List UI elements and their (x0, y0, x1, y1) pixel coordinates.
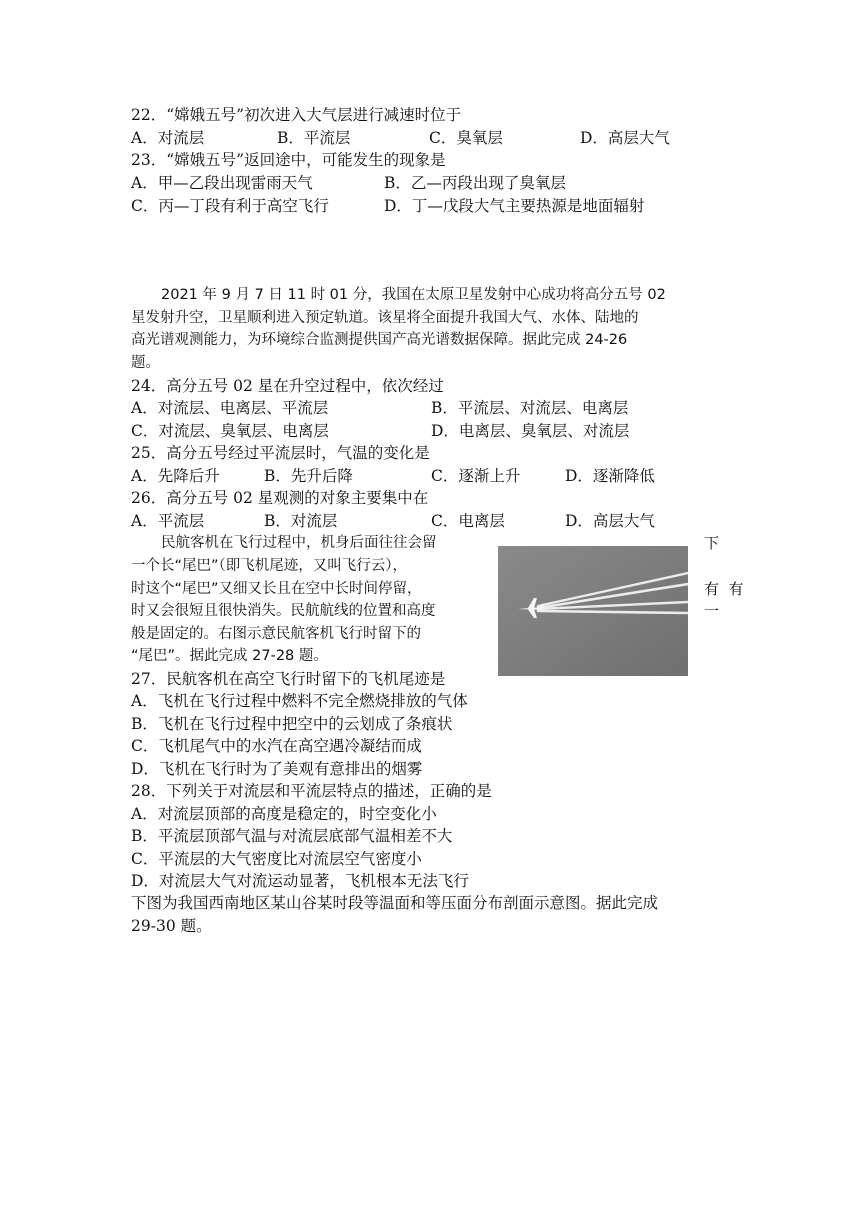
question-27-option-b: B．飞机在飞行过程中把空中的云划成了条痕状 (131, 715, 453, 733)
option-b: B．对流层 (264, 512, 338, 530)
question-22-options (131, 127, 731, 149)
question-24-options-row2 (131, 420, 731, 442)
question-23-options-row1 (131, 172, 731, 194)
option-c: C．丙—丁段有利于高空飞行 (131, 197, 329, 215)
question-28-option-c: C．平流层的大气密度比对流层空气密度小 (131, 850, 422, 868)
contrail-passage-line-1: 民航客机在飞行过程中，机身后面往往会留 (161, 535, 437, 551)
contrail-side-char-2: 有 有 (704, 580, 744, 598)
option-c: C．逐渐上升 (431, 467, 521, 485)
question-23-options-row2 (131, 195, 731, 217)
satellite-passage-line-3: 高光谱观测能力，为环境综合监测提供国产高光谱数据保障。据此完成 24-26 (131, 332, 628, 348)
question-27-option-a: A．飞机在飞行过程中燃料不完全燃烧排放的气体 (131, 692, 468, 710)
question-26-stem: 26．高分五号 02 星观测的对象主要集中在 (131, 489, 429, 507)
question-24-options-row1 (131, 397, 731, 419)
contrail-side-char-3: 一 (704, 602, 720, 620)
question-23-stem: 23．“嫦娥五号”返回途中，可能发生的现象是 (131, 151, 446, 169)
option-a: A．先降后升 (131, 467, 220, 485)
question-28-option-a: A．对流层顶部的高度是稳定的，时空变化小 (131, 805, 437, 823)
question-26-options (131, 510, 731, 532)
option-a: A．对流层、电离层、平流层 (131, 399, 329, 417)
question-27-option-d: D．飞机在飞行时为了美观有意排出的烟雾 (131, 760, 423, 778)
option-c: C．臭氧层 (429, 129, 503, 147)
question-27-option-c: C．飞机尾气中的水汽在高空遇冷凝结而成 (131, 737, 422, 755)
option-b: B．平流层 (277, 129, 351, 147)
option-a: A．甲—乙段出现雷雨天气 (131, 174, 313, 192)
option-a: A．平流层 (131, 512, 205, 530)
satellite-passage-line-1: 2021 年 9 月 7 日 11 时 01 分，我国在太原卫星发射中心成功将高分五号 02 (161, 287, 666, 303)
contrail-passage-line-3: 时这个“尾巴”又细又长且在空中长时间停留， (131, 581, 422, 597)
option-b: B．乙—丙段出现了臭氧层 (384, 174, 566, 192)
question-27-stem: 27．民航客机在高空飞行时留下的飞机尾迹是 (131, 670, 446, 688)
option-b: B．平流层、对流层、电离层 (431, 399, 629, 417)
valley-passage-line-1: 下图为我国西南地区某山谷某时段等温面和等压面分布剖面示意图。据此完成 (131, 894, 659, 912)
satellite-passage-line-4: 题。 (131, 355, 160, 371)
contrail-passage-line-4: 时又会很短且很快消失。民航航线的位置和高度 (131, 603, 436, 619)
option-c: C．电离层 (431, 512, 505, 530)
question-28-option-d: D．对流层大气对流运动显著，飞机根本无法飞行 (131, 872, 469, 890)
contrail-side-char-1: 下 (704, 534, 720, 552)
option-a: A．对流层 (131, 129, 205, 147)
question-24-stem: 24．高分五号 02 星在升空过程中，依次经过 (131, 377, 444, 395)
valley-passage-line-2: 29-30 题。 (131, 917, 212, 935)
option-d: D．电离层、臭氧层、对流层 (431, 422, 630, 440)
question-22-stem: 22．“嫦娥五号”初次进入大气层进行减速时位于 (131, 106, 462, 124)
contrail-passage-line-5: 般是固定的。右图示意民航客机飞行时留下的 (131, 626, 421, 642)
option-d: D．丁—戊段大气主要热源是地面辐射 (384, 197, 645, 215)
option-d: D．高层大气 (565, 512, 655, 530)
option-b: B．先升后降 (264, 467, 353, 485)
contrail-passage-line-2: 一个长“尾巴”（即飞机尾迹，又叫飞行云）， (131, 558, 408, 574)
option-d: D．高层大气 (580, 129, 670, 147)
contrail-passage-line-6: “尾巴”。据此完成 27-28 题。 (131, 648, 328, 664)
option-d: D．逐渐降低 (565, 467, 655, 485)
option-c: C．对流层、臭氧层、电离层 (131, 422, 329, 440)
question-25-options (131, 465, 731, 487)
question-28-stem: 28．下列关于对流层和平流层特点的描述，正确的是 (131, 782, 492, 800)
satellite-passage-line-2: 星发射升空，卫星顺利进入预定轨道。该星将全面提升我国大气、水体、陆地的 (131, 310, 639, 326)
question-25-stem: 25．高分五号经过平流层时，气温的变化是 (131, 444, 430, 462)
airplane-contrail-photo (498, 546, 688, 676)
question-28-option-b: B．平流层顶部气温与对流层底部气温相差不大 (131, 827, 453, 845)
